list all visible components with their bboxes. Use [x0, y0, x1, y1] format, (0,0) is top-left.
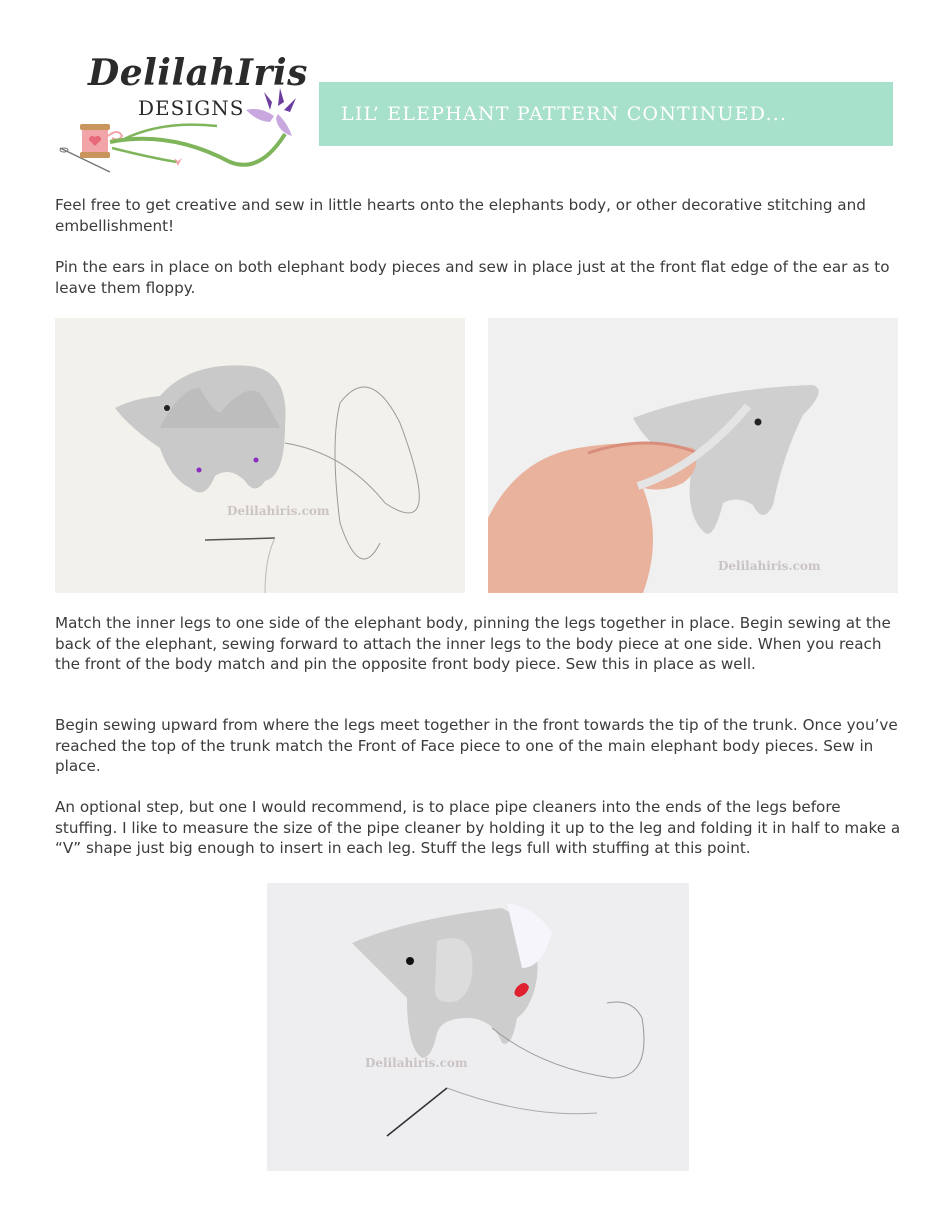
- paragraph-pipe-cleaners: An optional step, but one I would recommend, is to place pipe cleaners into the ends of the legs before stuffing. I like to measure the size of the pipe cleaner by holding it up to the leg and folding it in half to make a “V” shape just big enough to insert in each leg. Stuff the legs full with stuffing at this point.: [55, 798, 901, 857]
- watermark: Delilahiris.com: [718, 559, 821, 573]
- paragraph-decorate: Feel free to get creative and sew in little hearts onto the elephants body, or other decorative stitching and embellishment!: [55, 196, 866, 235]
- logo-title: DelilahIris: [88, 52, 308, 94]
- elephant-felt-image: [55, 318, 465, 593]
- brand-logo: [52, 44, 307, 176]
- paragraph-trunk: Begin sewing upward from where the legs meet together in the front towards the tip of the trunk. Once you’ve reached the top of the trunk match the Front of Face piece to one of the main elephant body pieces. Sew in place.: [55, 716, 898, 775]
- page-title-banner: [319, 82, 893, 146]
- stuffed-elephant-image: [267, 883, 689, 1171]
- watermark: Delilahiris.com: [365, 1056, 468, 1070]
- photo-elephant-stuffed: [267, 883, 689, 1171]
- hand-holding-elephant-image: [488, 318, 898, 593]
- paragraph-inner-legs: Match the inner legs to one side of the elephant body, pinning the legs together in place. Begin sewing at the back of the elephant, sewing forward to attach the inner legs to the body piece at one side. When you reach the front of the body match and pin the opposite front body piece. Sew this in place as well.: [55, 614, 891, 673]
- watermark: Delilahiris.com: [227, 504, 330, 518]
- logo-subtitle: DESIGNS: [138, 96, 245, 120]
- photo-elephant-ears-pinned: [55, 318, 465, 593]
- page-title: LIL’ ELEPHANT PATTERN CONTINUED...: [341, 103, 788, 125]
- photo-elephant-held-in-hand: [488, 318, 898, 593]
- paragraph-ears: Pin the ears in place on both elephant body pieces and sew in place just at the front flat edge of the ear as to leave them floppy.: [55, 258, 890, 297]
